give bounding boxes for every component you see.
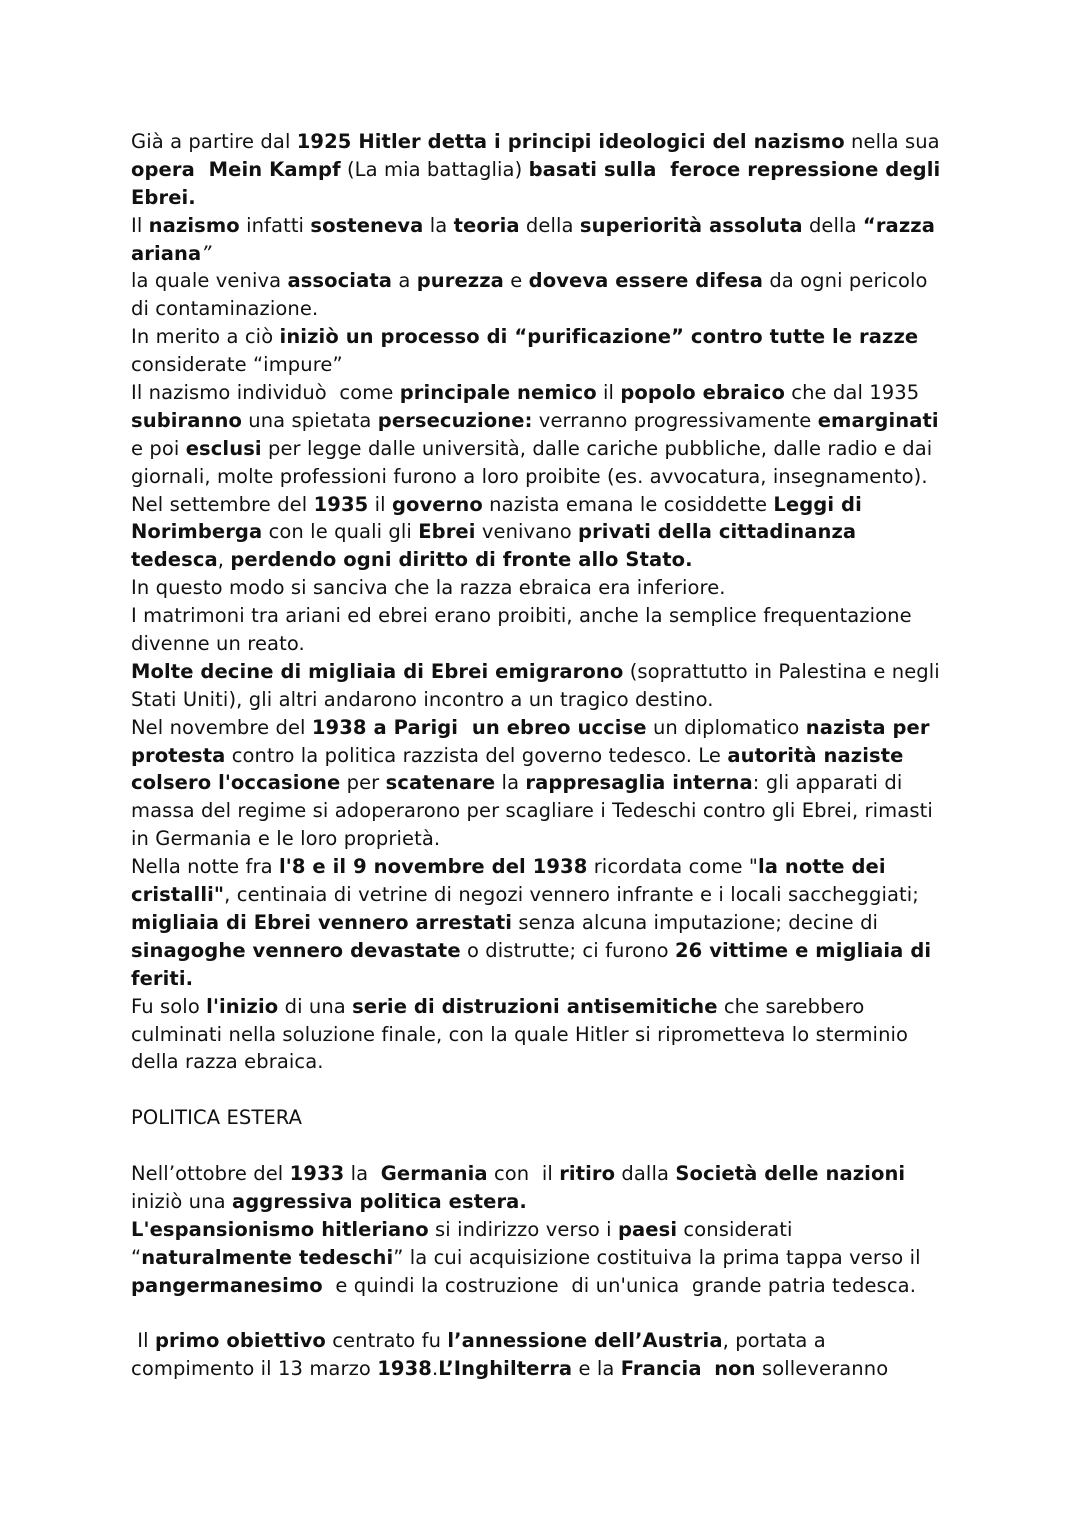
text-run: e la <box>572 1357 621 1381</box>
text-run: il <box>368 492 392 516</box>
bold-text: primo obiettivo <box>154 1329 326 1353</box>
text-run: Il <box>131 213 149 237</box>
bold-text: purezza <box>416 269 504 293</box>
bold-text: subiranno <box>131 408 242 432</box>
text-run: I matrimoni tra ariani ed ebrei erano proibiti, anche la semplice frequentazione <box>131 604 912 628</box>
bold-text: associata <box>287 269 393 293</box>
bold-text: 1925 Hitler detta i principi ideologici del nazismo <box>296 130 845 153</box>
bold-text: non <box>714 1357 756 1381</box>
text-line <box>131 1327 961 1355</box>
text-line <box>131 993 961 1021</box>
text-run: massa del regime si adoperarono per scagliare i Tedeschi contro gli Ebrei, rimasti <box>131 799 933 823</box>
text-line <box>131 769 961 797</box>
text-line <box>131 295 961 323</box>
text-run: Nella notte fra <box>131 855 279 879</box>
text-line <box>131 1021 961 1049</box>
bold-text: pangermanesimo <box>131 1273 323 1297</box>
bold-text: scatenare <box>385 771 496 795</box>
text-line <box>131 825 961 853</box>
text-run: un diplomatico <box>646 715 806 739</box>
bold-text: cristalli" <box>131 883 225 907</box>
bold-text: governo <box>391 492 483 516</box>
text-run: Stati Uniti), gli altri andarono incontro a un tragico destino. <box>131 687 714 711</box>
text-run: dalla <box>615 1161 676 1185</box>
text-run: e quindi la costruzione di un'unica grande patria tedesca. <box>322 1273 916 1297</box>
text-line <box>131 518 961 546</box>
bold-text: nazista per <box>805 715 930 739</box>
text-line <box>131 574 961 602</box>
text-run: la <box>344 1161 381 1185</box>
text-line <box>131 351 961 379</box>
bold-text: paesi <box>617 1217 678 1241</box>
text-run: ricordata come " <box>587 855 758 879</box>
text-line <box>131 630 961 658</box>
text-run: nazista emana le cosiddette <box>482 492 774 516</box>
text-run: una spietata <box>241 408 378 432</box>
text-run: culminati nella soluzione finale, con la quale Hitler si riprometteva lo sterminio <box>131 1022 909 1046</box>
bold-text: sosteneva <box>310 213 424 237</box>
bold-text: popolo ebraico <box>620 381 785 405</box>
text-run: “ <box>131 1245 142 1269</box>
text-run: In merito a ciò <box>131 325 280 349</box>
bold-text: l'8 e il 9 novembre del 1938 <box>278 855 588 879</box>
text-line <box>131 686 961 714</box>
bold-text: Ebrei. <box>131 185 196 209</box>
text-line <box>131 909 961 937</box>
bold-text: la notte dei <box>757 855 886 879</box>
text-line <box>131 1244 961 1272</box>
text-run: Il nazismo individuò come <box>131 381 400 405</box>
text-line <box>131 797 961 825</box>
text-line <box>131 658 961 686</box>
text-run: di contaminazione. <box>131 297 319 321</box>
text-run: di una <box>278 994 353 1018</box>
text-run: . <box>431 1357 439 1381</box>
text-run: il <box>596 381 621 405</box>
bold-text: Società delle nazioni <box>675 1161 906 1185</box>
bold-text: ariana <box>131 241 202 265</box>
bold-text: iniziò un processo di “purificazione” contro tutte le razze <box>279 325 919 349</box>
bold-text: 1933 <box>289 1161 345 1185</box>
text-run: , <box>217 548 231 572</box>
text-run: Già a partire dal <box>131 130 297 153</box>
bold-text: Francia <box>620 1357 702 1381</box>
bold-text: rappresaglia interna <box>525 771 753 795</box>
text-run: venivano <box>475 520 579 544</box>
text-run: (soprattutto in Palestina e negli <box>623 659 940 683</box>
text-run: ” <box>201 241 212 265</box>
bold-text: tedesca <box>131 548 218 572</box>
bold-text: 1938 a Parigi un ebreo uccise <box>311 715 647 739</box>
text-line <box>131 435 961 463</box>
text-line <box>131 1188 961 1216</box>
text-line <box>131 965 961 993</box>
bold-text: doveva essere difesa <box>528 269 764 293</box>
bold-text: Molte decine di migliaia di Ebrei emigrarono <box>131 659 624 683</box>
text-run: Fu solo <box>131 994 207 1018</box>
text-run: che dal 1935 <box>784 381 920 405</box>
blank-line <box>131 1132 961 1160</box>
text-line <box>131 491 961 519</box>
text-run: contro la politica razzista del governo tedesco. Le <box>225 743 728 767</box>
text-run: e <box>503 269 529 293</box>
text-run: iniziò una <box>131 1189 232 1213</box>
text-run: (La mia battaglia) <box>340 157 529 181</box>
bold-text: privati della cittadinanza <box>578 520 857 544</box>
text-line <box>131 379 961 407</box>
bold-text: esclusi <box>185 436 262 460</box>
text-run: In questo modo si sanciva che la razza ebraica era inferiore. <box>131 576 726 600</box>
bold-text: Ebrei <box>418 520 476 544</box>
bold-text: teoria <box>453 213 520 237</box>
bold-text: migliaia di Ebrei vennero arrestati <box>131 910 513 934</box>
bold-text: opera Mein Kampf <box>131 157 341 181</box>
bold-text: protesta <box>131 743 226 767</box>
text-run: con le quali gli <box>262 520 419 544</box>
bold-text: Leggi di <box>773 492 862 516</box>
bold-text: Norimberga <box>131 520 263 544</box>
bold-text: serie di distruzioni antisemitiche <box>352 994 718 1018</box>
bold-text: sinagoghe vennero devastate <box>131 938 461 962</box>
text-line <box>131 742 961 770</box>
text-line <box>131 212 961 240</box>
bold-text: 1938 <box>377 1357 432 1381</box>
text-line <box>131 1355 961 1383</box>
text-run: divenne un reato. <box>131 632 305 656</box>
text-line <box>131 323 961 351</box>
bold-text: feriti. <box>131 966 194 990</box>
text-run: POLITICA ESTERA <box>131 1106 303 1130</box>
text-run: compimento il 13 marzo <box>131 1357 378 1381</box>
text-run: della razza ebraica. <box>131 1050 324 1074</box>
bold-text: aggressiva politica estera. <box>231 1189 527 1213</box>
text-line <box>131 546 961 574</box>
bold-text: 1935 <box>313 492 369 516</box>
text-run: la quale veniva <box>131 269 288 293</box>
text-run: : gli apparati di <box>752 771 903 795</box>
text-run: per legge dalle università, dalle cariche pubbliche, dalle radio e dai <box>261 436 933 460</box>
document-body <box>131 128 961 1383</box>
bold-text: persecuzione: <box>377 408 533 432</box>
bold-text: Germania <box>380 1161 488 1185</box>
bold-text: superiorità assoluta <box>579 213 803 237</box>
bold-text: basati sulla feroce repressione degli <box>528 157 941 181</box>
text-run: in Germania e le loro proprietà. <box>131 827 441 851</box>
text-run: da ogni pericolo <box>763 269 928 293</box>
bold-text: perdendo ogni diritto di fronte allo Stato. <box>230 548 693 572</box>
text-run: Nell’ottobre del <box>131 1161 290 1185</box>
bold-text: L’Inghilterra <box>438 1357 573 1381</box>
text-run: , centinaia di vetrine di negozi vennero infrante e i locali saccheggiati; <box>224 883 919 907</box>
text-run: verranno progressivamente <box>532 408 818 432</box>
text-line <box>131 937 961 965</box>
bold-text: colsero l'occasione <box>131 771 341 795</box>
bold-text: “razza <box>862 213 935 237</box>
text-line <box>131 1160 961 1188</box>
blank-line <box>131 1076 961 1104</box>
text-run: infatti <box>239 213 311 237</box>
text-run: della <box>802 213 863 237</box>
text-line <box>131 1048 961 1076</box>
text-run: centrato fu <box>325 1329 448 1353</box>
text-run: a <box>392 269 417 293</box>
text-line <box>131 240 961 268</box>
text-run <box>702 1357 715 1380</box>
text-line <box>131 128 961 156</box>
text-line <box>131 853 961 881</box>
text-run: Il <box>131 1329 155 1353</box>
blank-line <box>131 1299 961 1327</box>
text-run: considerate “impure” <box>131 353 343 377</box>
text-line <box>131 1272 961 1300</box>
text-line <box>131 463 961 491</box>
text-line <box>131 714 961 742</box>
text-run: Nel settembre del <box>131 492 314 516</box>
bold-text: l’annessione dell’Austria <box>447 1329 723 1353</box>
text-run: Nel novembre del <box>131 715 312 739</box>
bold-text: ritiro <box>559 1161 616 1185</box>
bold-text: naturalmente tedeschi <box>141 1245 394 1269</box>
text-line <box>131 881 961 909</box>
bold-text: autorità naziste <box>727 743 904 767</box>
bold-text: 26 vittime e migliaia di <box>675 938 932 962</box>
text-run: , portata a <box>722 1329 826 1353</box>
text-run: si indirizzo verso i <box>428 1217 618 1241</box>
text-run: ” la cui acquisizione costituiva la prima tappa verso il <box>393 1245 921 1269</box>
bold-text: nazismo <box>148 213 240 237</box>
text-run: la <box>495 771 526 795</box>
text-line <box>131 407 961 435</box>
text-run: che sarebbero <box>717 994 865 1018</box>
text-run: considerati <box>677 1217 793 1241</box>
bold-text: L'espansionismo hitleriano <box>131 1217 429 1241</box>
text-run: giornali, molte professioni furono a loro proibite (es. avvocatura, insegnamento). <box>131 464 928 488</box>
text-run: la <box>423 213 454 237</box>
text-run: o distrutte; ci furono <box>460 938 676 962</box>
text-run: della <box>519 213 580 237</box>
text-run: per <box>340 771 386 795</box>
text-run: e poi <box>131 436 186 460</box>
text-run: senza alcuna imputazione; decine di <box>512 910 879 934</box>
text-line <box>131 602 961 630</box>
text-run: solleveranno <box>755 1357 889 1381</box>
text-line <box>131 184 961 212</box>
text-run: nella sua <box>844 130 940 153</box>
text-line <box>131 1216 961 1244</box>
text-line <box>131 156 961 184</box>
text-line <box>131 1104 961 1132</box>
bold-text: emarginati <box>817 408 939 432</box>
text-line <box>131 267 961 295</box>
bold-text: l'inizio <box>206 994 279 1018</box>
bold-text: principale nemico <box>399 381 597 405</box>
text-run: con il <box>487 1161 560 1185</box>
